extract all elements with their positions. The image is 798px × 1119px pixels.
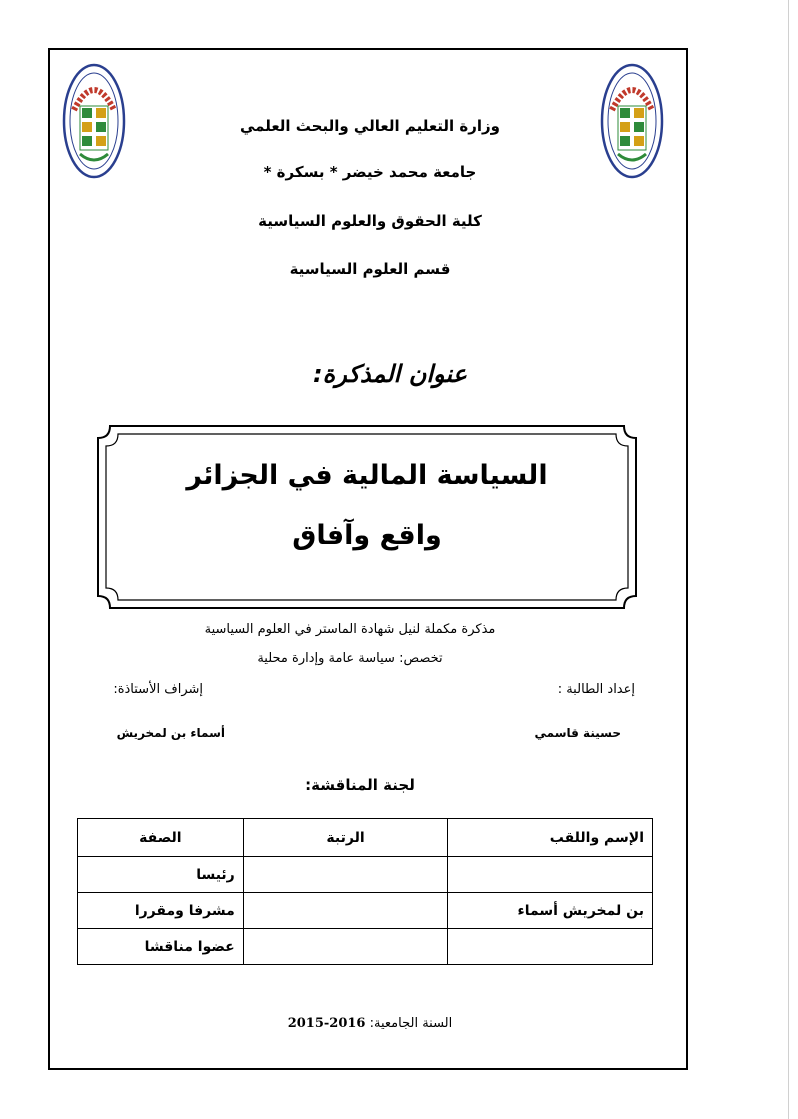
header-rank: الرتبة bbox=[243, 819, 448, 857]
faculty-name: كلية الحقوق والعلوم السياسية bbox=[258, 212, 482, 230]
ministry-name: وزارة التعليم العالي والبحث العلمي bbox=[239, 117, 501, 135]
table-row bbox=[78, 857, 653, 893]
page-edge-rule bbox=[788, 0, 789, 1119]
table-row bbox=[78, 929, 653, 965]
table-header-row bbox=[78, 819, 653, 857]
header-name: الإسم واللقب bbox=[448, 819, 653, 857]
cell-rank bbox=[243, 893, 448, 929]
academic-year bbox=[240, 1016, 500, 1031]
cell-rank bbox=[243, 929, 448, 965]
cell-role: رئيسا bbox=[78, 857, 244, 893]
university-logo-left bbox=[62, 62, 126, 180]
cell-role: مشرفا ومقررا bbox=[78, 893, 244, 929]
academic-year-value: 2015-2016 bbox=[287, 1016, 366, 1031]
academic-year-label: السنة الجامعية: bbox=[369, 1016, 453, 1031]
university-name: جامعة محمد خيضر * بسكرة * bbox=[263, 163, 477, 181]
thesis-title: السياسة المالية في الجزائر bbox=[186, 460, 548, 491]
header-role: الصفة bbox=[78, 819, 244, 857]
prepared-by-label: إعداد الطالبة : bbox=[557, 682, 635, 697]
specialty: تخصص: سياسة عامة وإدارة محلية bbox=[257, 651, 443, 666]
student-name: حسينة قاسمي bbox=[534, 726, 621, 740]
cell-name bbox=[448, 929, 653, 965]
title-frame bbox=[96, 424, 638, 610]
supervision-label: إشراف الأستاذة: bbox=[113, 682, 203, 697]
cell-role: عضوا مناقشا bbox=[78, 929, 244, 965]
degree-statement: مذكرة مكملة لنيل شهادة الماستر في العلوم السياسية bbox=[204, 622, 496, 637]
memo-title-label: عنوان المذكرة: bbox=[313, 360, 467, 388]
table-row bbox=[78, 893, 653, 929]
committee-label: لجنة المناقشة: bbox=[305, 776, 415, 794]
cell-name bbox=[448, 857, 653, 893]
supervisor-name: أسماء بن لمخريش bbox=[116, 726, 225, 740]
cell-name: بن لمخريش أسماء bbox=[448, 893, 653, 929]
thesis-subtitle: واقع وآفاق bbox=[292, 520, 442, 551]
cell-rank bbox=[243, 857, 448, 893]
university-logo-right bbox=[600, 62, 664, 180]
jury-table bbox=[77, 818, 653, 965]
university-logo-icon bbox=[62, 62, 126, 180]
university-logo-icon bbox=[600, 62, 664, 180]
department-name: قسم العلوم السياسية bbox=[289, 260, 451, 278]
scroll-frame-shape bbox=[96, 424, 638, 610]
